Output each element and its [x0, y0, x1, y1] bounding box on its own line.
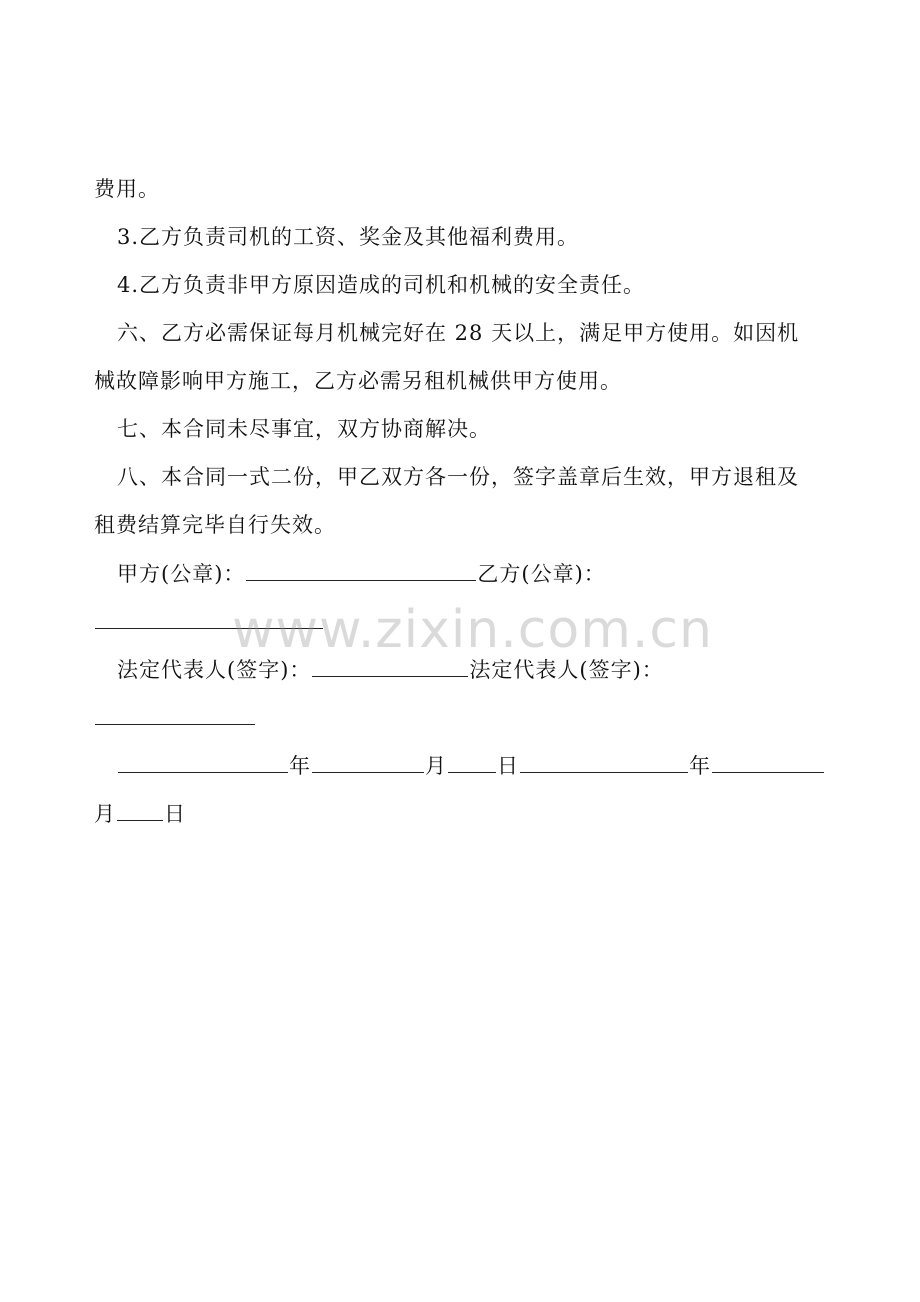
day-a-blank: [448, 750, 496, 773]
month-a-blank: [312, 750, 424, 773]
month-b-label: 月: [94, 802, 116, 826]
month-a-label: 月: [425, 754, 447, 778]
party-b-seal-label: 乙方(公章)：: [477, 562, 606, 586]
text-line-2: 3.乙方负责司机的工资、奖金及其他福利费用。: [117, 225, 580, 249]
text-line-4: 六、乙方必需保证每月机械完好在 28 天以上，满足甲方使用。如因机: [117, 321, 800, 345]
legal-rep-b-blank: [95, 702, 255, 725]
day-a-label: 日: [497, 754, 519, 778]
text-line-1: 费用。: [94, 177, 160, 201]
text-line-8: 租费结算完毕自行失效。: [94, 513, 336, 537]
month-b-blank: [712, 750, 824, 773]
date-row-2: [94, 798, 836, 829]
year-b-label: 年: [689, 754, 711, 778]
legal-rep-b-label: 法定代表人(签字)：: [469, 658, 664, 682]
year-a-label: 年: [289, 754, 311, 778]
text-line-3: 4.乙方负责非甲方原因造成的司机和机械的安全责任。: [117, 273, 646, 297]
text-line-6: 七、本合同未尽事宜，双方协商解决。: [117, 417, 491, 441]
day-b-label: 日: [164, 802, 186, 826]
year-a-blank: [118, 750, 288, 773]
legal-rep-b-row: [94, 702, 836, 733]
text-line-5: 械故障影响甲方施工，乙方必需另租机械供甲方使用。: [94, 369, 622, 393]
party-a-seal-blank: [246, 558, 476, 581]
watermark-text: www.zixin.com.cn: [232, 600, 713, 660]
text-line-7: 八、本合同一式二份，甲乙双方各一份，签字盖章后生效，甲方退租及: [117, 465, 799, 489]
seal-row: [94, 558, 859, 589]
day-b-blank: [117, 798, 163, 821]
party-a-seal-label: 甲方(公章)：: [117, 562, 246, 586]
year-b-blank: [520, 750, 688, 773]
legal-rep-a-label: 法定代表人(签字)：: [117, 658, 312, 682]
date-row: [94, 750, 859, 781]
